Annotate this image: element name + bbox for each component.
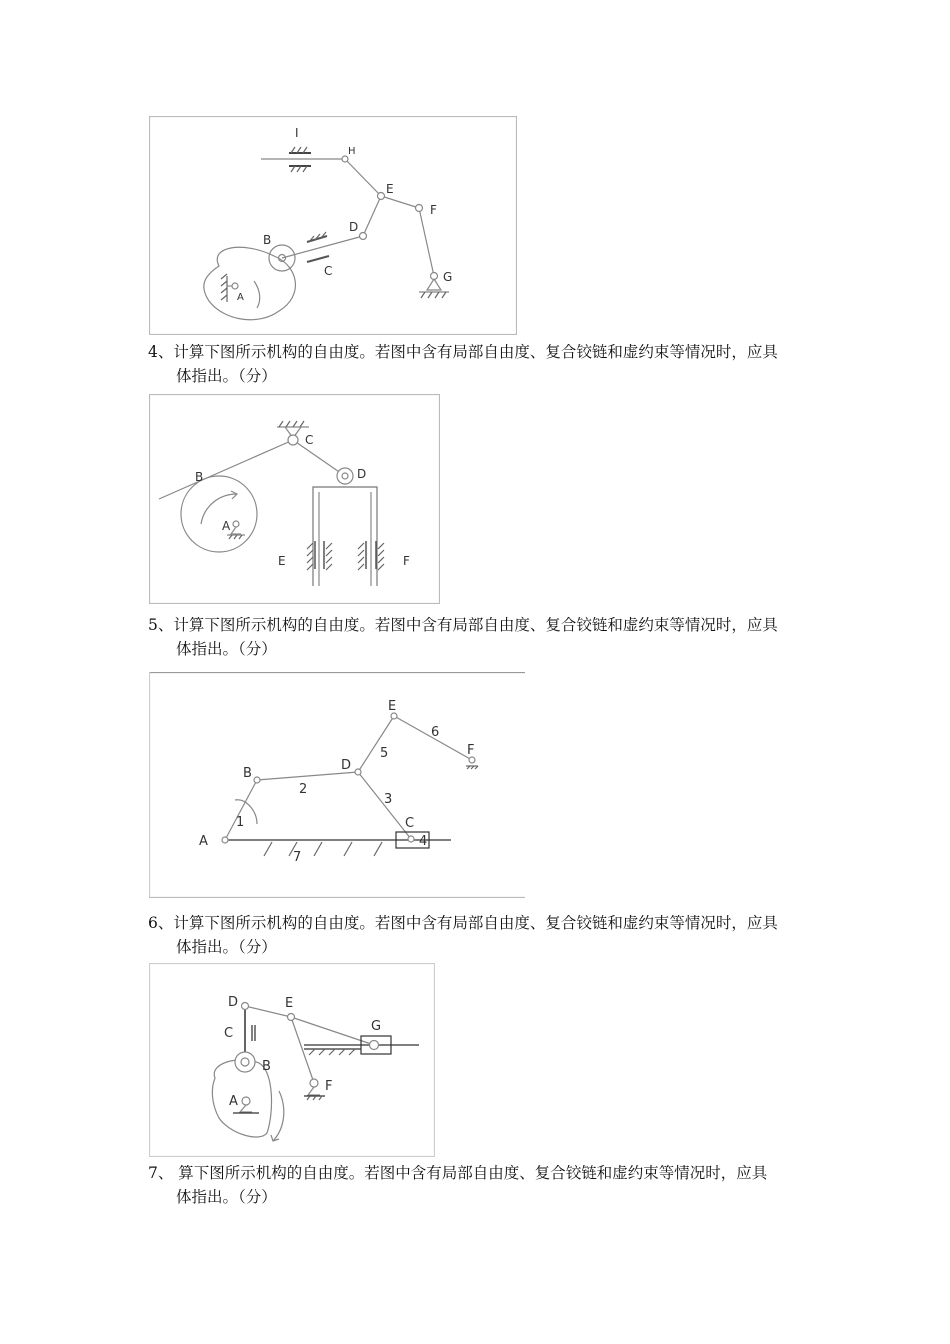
question-number: 6、: [148, 914, 174, 932]
label-2: 2: [299, 782, 308, 797]
label-D: D: [228, 995, 239, 1010]
question-4: [148, 340, 828, 388]
label-E: E: [386, 182, 394, 196]
label-4: 4: [419, 834, 428, 849]
label-1: 1: [236, 815, 245, 830]
label-C: C: [224, 1026, 234, 1041]
label-I: I: [295, 126, 299, 140]
mechanism-figure-2: [149, 394, 440, 604]
question-text: 算下图所示机构的自由度。若图中含有局部自由度、复合铰链和虚约束等情况时，应具: [173, 1164, 768, 1182]
label-E: E: [388, 699, 397, 714]
label-A: A: [222, 519, 231, 533]
mechanism-figure-3: [149, 672, 525, 898]
mechanism-diagram-3: [149, 672, 525, 898]
mechanism-figure-4: [149, 963, 435, 1157]
mechanism-diagram-1: [149, 116, 517, 335]
mechanism-diagram-4: [149, 963, 435, 1157]
question-text: 计算下图所示机构的自由度。若图中含有局部自由度、复合铰链和虚约束等情况时，应具: [173, 914, 778, 932]
question-text-continued: 体指出。（分）: [176, 367, 277, 385]
label-D: D: [341, 758, 352, 773]
question-number: 4、: [148, 343, 174, 361]
question-text: 计算下图所示机构的自由度。若图中含有局部自由度、复合铰链和虚约束等情况时，应具: [173, 616, 778, 634]
label-F: F: [467, 743, 475, 758]
question-text: 计算下图所示机构的自由度。若图中含有局部自由度、复合铰链和虚约束等情况时，应具: [173, 343, 778, 361]
label-F: F: [403, 554, 410, 568]
label-D: D: [357, 467, 367, 481]
question-6: [148, 911, 828, 959]
label-C: C: [305, 433, 314, 447]
question-5: [148, 613, 828, 661]
label-6: 6: [431, 725, 440, 740]
question-text-continued: 体指出。（分）: [176, 938, 277, 956]
label-C: C: [405, 816, 415, 831]
label-B: B: [262, 1059, 271, 1074]
label-A: A: [199, 834, 208, 849]
question-number: 7、: [148, 1164, 174, 1182]
label-E: E: [285, 996, 294, 1011]
question-text-continued: 体指出。（分）: [176, 640, 277, 658]
label-C: C: [324, 264, 333, 278]
label-7: 7: [293, 850, 302, 865]
mechanism-diagram-2: [149, 394, 440, 604]
label-H: H: [348, 146, 356, 157]
label-B: B: [195, 470, 204, 484]
label-B: B: [243, 766, 252, 781]
question-number: 5、: [148, 616, 174, 634]
label-F: F: [325, 1079, 333, 1094]
label-5: 5: [380, 746, 389, 761]
label-3: 3: [384, 792, 393, 807]
label-A: A: [229, 1094, 238, 1109]
label-D: D: [349, 220, 359, 234]
label-G: G: [371, 1019, 382, 1034]
label-G: G: [443, 270, 453, 284]
mechanism-figure-1: [149, 116, 517, 335]
label-F: F: [430, 203, 437, 217]
label-B: B: [263, 233, 272, 247]
label-A: A: [237, 292, 244, 303]
question-7: [148, 1161, 828, 1209]
question-text-continued: 体指出。（分）: [176, 1188, 277, 1206]
label-E: E: [278, 554, 286, 568]
